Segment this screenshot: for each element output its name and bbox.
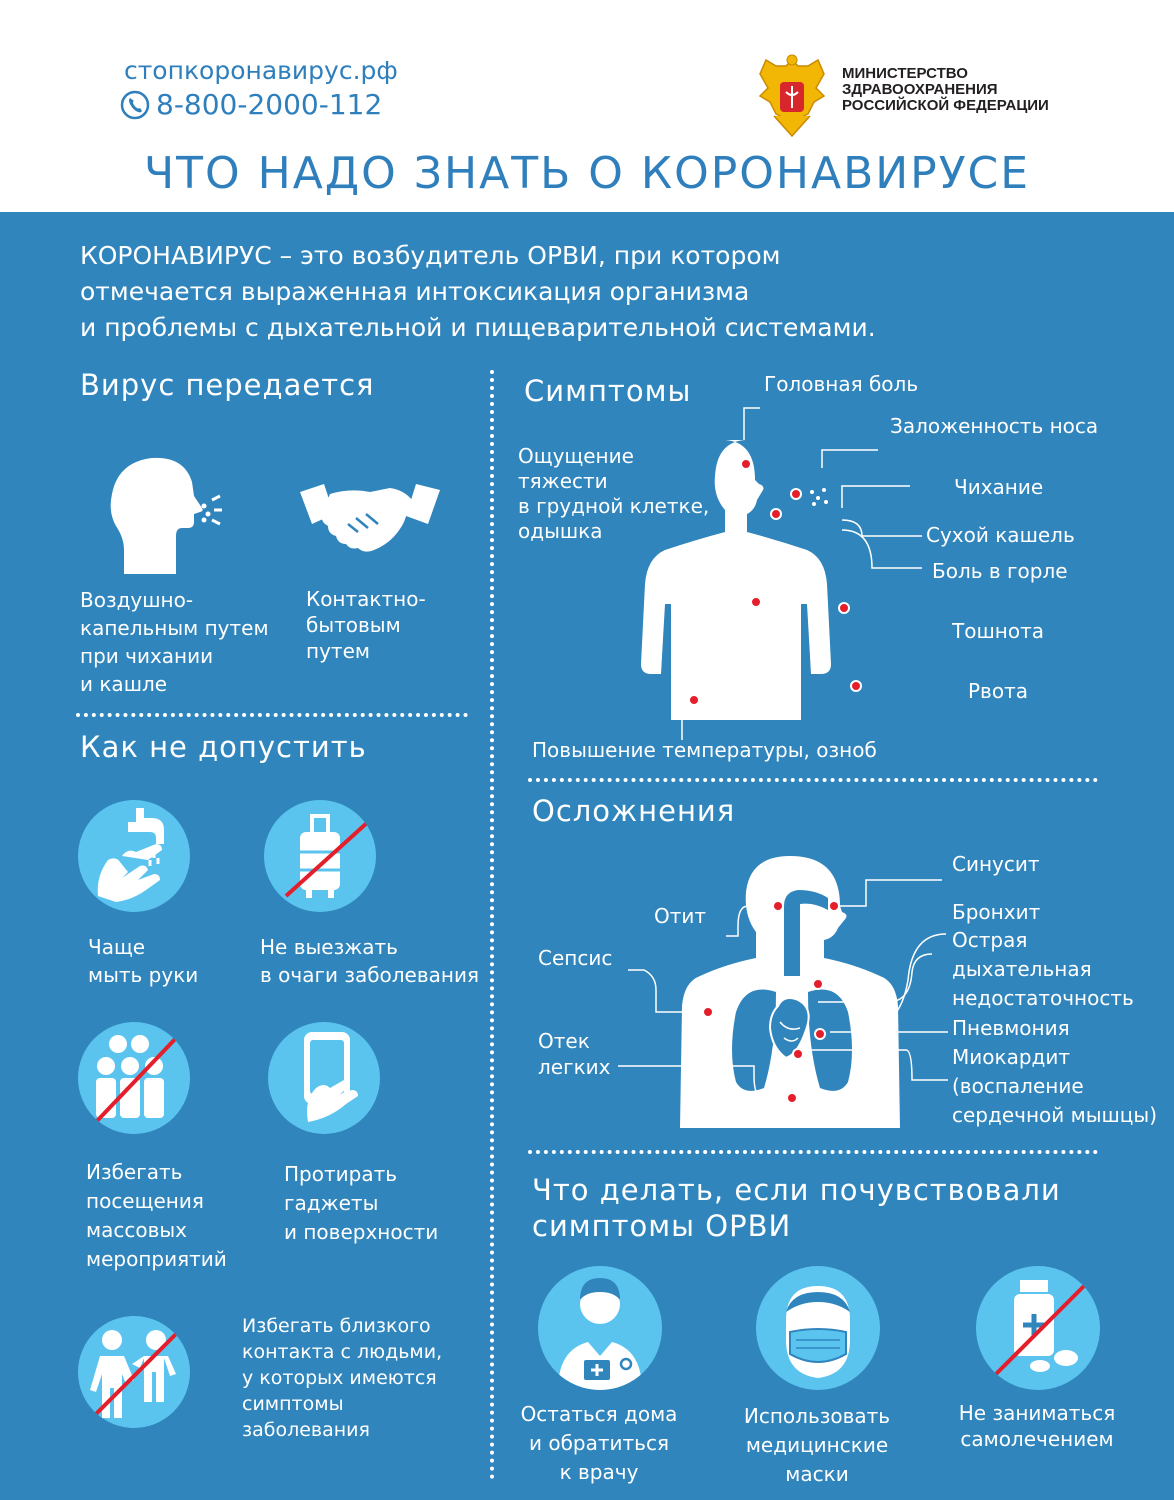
avoid-crowds-caption: Избегать посещения массовых мероприятий [86, 1160, 227, 1271]
intro-line: отмечается выраженная интоксикация организма [80, 277, 750, 306]
complication-pulmonary-edema: Отек легких [538, 1029, 611, 1079]
no-travel-caption: Не выезжать в очаги заболевания [260, 935, 480, 987]
section-divider [528, 1150, 1098, 1154]
action-heading: Что делать, если почувствовали симптомы ОРВИ [532, 1173, 1061, 1243]
contact-caption: Контактно- бытовым путем [306, 587, 426, 663]
complication-sepsis: Сепсис [538, 946, 613, 970]
symptom-sore-throat: Боль в горле [932, 559, 1068, 583]
symptom-dry-cough: Сухой кашель [926, 523, 1075, 547]
airborne-caption: Воздушно- капельным путем при чихании и кашле [80, 588, 269, 696]
complication-otitis: Отит [654, 904, 707, 928]
symptom-chest-heaviness: Ощущение тяжести в грудной клетке, одышка [518, 444, 710, 543]
symptom-fever: Повышение температуры, озноб [532, 738, 877, 762]
wipe-gadgets-caption: Протирать гаджеты и поверхности [284, 1162, 439, 1244]
wash-hands-caption: Чаще мыть руки [88, 935, 199, 987]
symptom-nasal-congestion: Заложенность носа [890, 414, 1099, 438]
complications-heading: Осложнения [532, 794, 736, 828]
complication-bronchitis: Бронхит [952, 900, 1041, 924]
complication-pneumonia: Пневмония [952, 1016, 1070, 1040]
intro-line: КОРОНАВИРУС – это возбудитель ОРВИ, при котором [80, 241, 781, 270]
symptom-vomiting: Рвота [968, 679, 1028, 703]
symptom-headache: Головная боль [764, 372, 919, 396]
complication-respiratory-failure: Острая дыхательная недостаточность [952, 928, 1134, 1010]
complication-myocarditis: Миокардит (воспаление сердечной мышцы) [952, 1045, 1157, 1127]
symptom-sneezing: Чихание [954, 475, 1044, 499]
symptoms-heading: Симптомы [524, 374, 692, 408]
page-title: ЧТО НАДО ЗНАТЬ О КОРОНАВИРУСЕ [143, 148, 1031, 199]
avoid-contact-caption: Избегать близкого контакта с людьми, у которых имеются симптомы заболевания [242, 1315, 443, 1441]
no-self-medication-icon [976, 1266, 1100, 1390]
phone-number: 8-800-2000-112 [156, 88, 383, 121]
complication-sinusitis: Синусит [952, 852, 1040, 876]
stay-home-caption: Остаться дома и обратиться к врачу [520, 1402, 678, 1484]
medical-mask-icon [756, 1266, 880, 1390]
ministry-line: РОССИЙСКОЙ ФЕДЕРАЦИИ [842, 97, 1049, 114]
website-link[interactable]: стопкоронавирус.рф [124, 56, 398, 85]
no-self-treatment-caption: Не заниматься самолечением [958, 1401, 1116, 1451]
prevention-heading: Как не допустить [80, 730, 367, 764]
use-masks-caption: Использовать медицинские маски [743, 1404, 891, 1486]
symptom-nausea: Тошнота [952, 619, 1044, 643]
ministry-line: МИНИСТЕРСТВО [842, 65, 968, 82]
ministry-line: ЗДРАВООХРАНЕНИЯ [842, 81, 998, 98]
doctor-icon [538, 1266, 662, 1390]
transmission-heading: Вирус передается [80, 368, 375, 402]
intro-line: и проблемы с дыхательной и пищеварительной системами. [80, 313, 876, 342]
